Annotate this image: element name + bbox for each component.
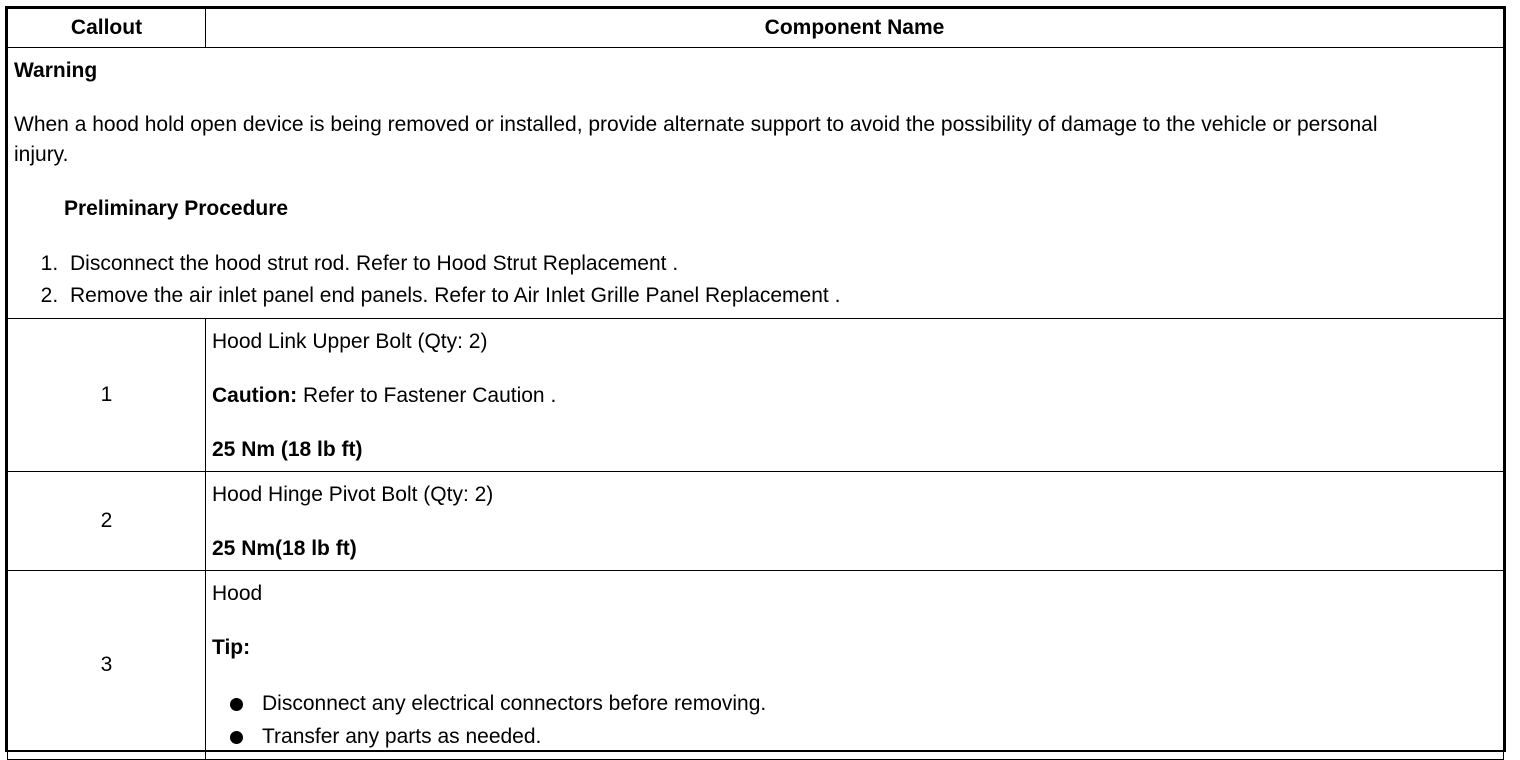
list-item	[226, 687, 1497, 720]
callout-number: 2	[8, 472, 206, 571]
torque-spec: 25 Nm(18 lb ft)	[212, 537, 357, 560]
warning-cell	[8, 48, 1504, 319]
torque-spec: 25 Nm (18 lb ft)	[212, 438, 363, 461]
tip-text: Disconnect any electrical connectors before removing.	[262, 692, 767, 715]
table-row	[8, 319, 1504, 472]
warning-text: When a hood hold open device is being removed or installed, provide alternate support to avoid the possibility of damage to the vehicle or personal injury.	[14, 113, 1378, 166]
caution-line	[212, 381, 1497, 411]
step-item: 2. Remove the air inlet panel end panels. Refer to Air Inlet Grille Panel Replacement .	[64, 280, 1497, 312]
warning-title: Warning	[14, 59, 98, 82]
tip-list	[212, 687, 1497, 753]
step-item: 1. Disconnect the hood strut rod. Refer to Hood Strut Replacement .	[64, 248, 1497, 280]
component-name: Hood Link Upper Bolt (Qty: 2)	[212, 330, 488, 353]
bullet-icon	[230, 698, 243, 711]
table-row	[8, 472, 1504, 571]
component-table-frame	[5, 6, 1506, 752]
component-cell	[206, 571, 1504, 760]
component-name: Hood Hinge Pivot Bolt (Qty: 2)	[212, 483, 494, 506]
caution-text: Refer to Fastener Caution .	[297, 384, 557, 407]
bullet-icon	[230, 731, 243, 744]
component-cell	[206, 472, 1504, 571]
list-item	[226, 720, 1497, 753]
table-row	[8, 571, 1504, 760]
preliminary-procedure-title: Preliminary Procedure	[64, 197, 289, 220]
component-cell	[206, 319, 1504, 472]
tip-text: Transfer any parts as needed.	[262, 725, 542, 748]
preliminary-steps	[14, 248, 1497, 312]
component-name: Hood	[212, 582, 263, 605]
component-table	[7, 8, 1504, 760]
caution-label: Caution:	[212, 384, 298, 407]
callout-header: Callout	[8, 9, 206, 48]
component-name-header: Component Name	[206, 9, 1504, 48]
callout-number: 1	[8, 319, 206, 472]
tip-label: Tip:	[212, 636, 251, 659]
header-row	[8, 9, 1504, 48]
callout-number: 3	[8, 571, 206, 760]
warning-row	[8, 48, 1504, 319]
